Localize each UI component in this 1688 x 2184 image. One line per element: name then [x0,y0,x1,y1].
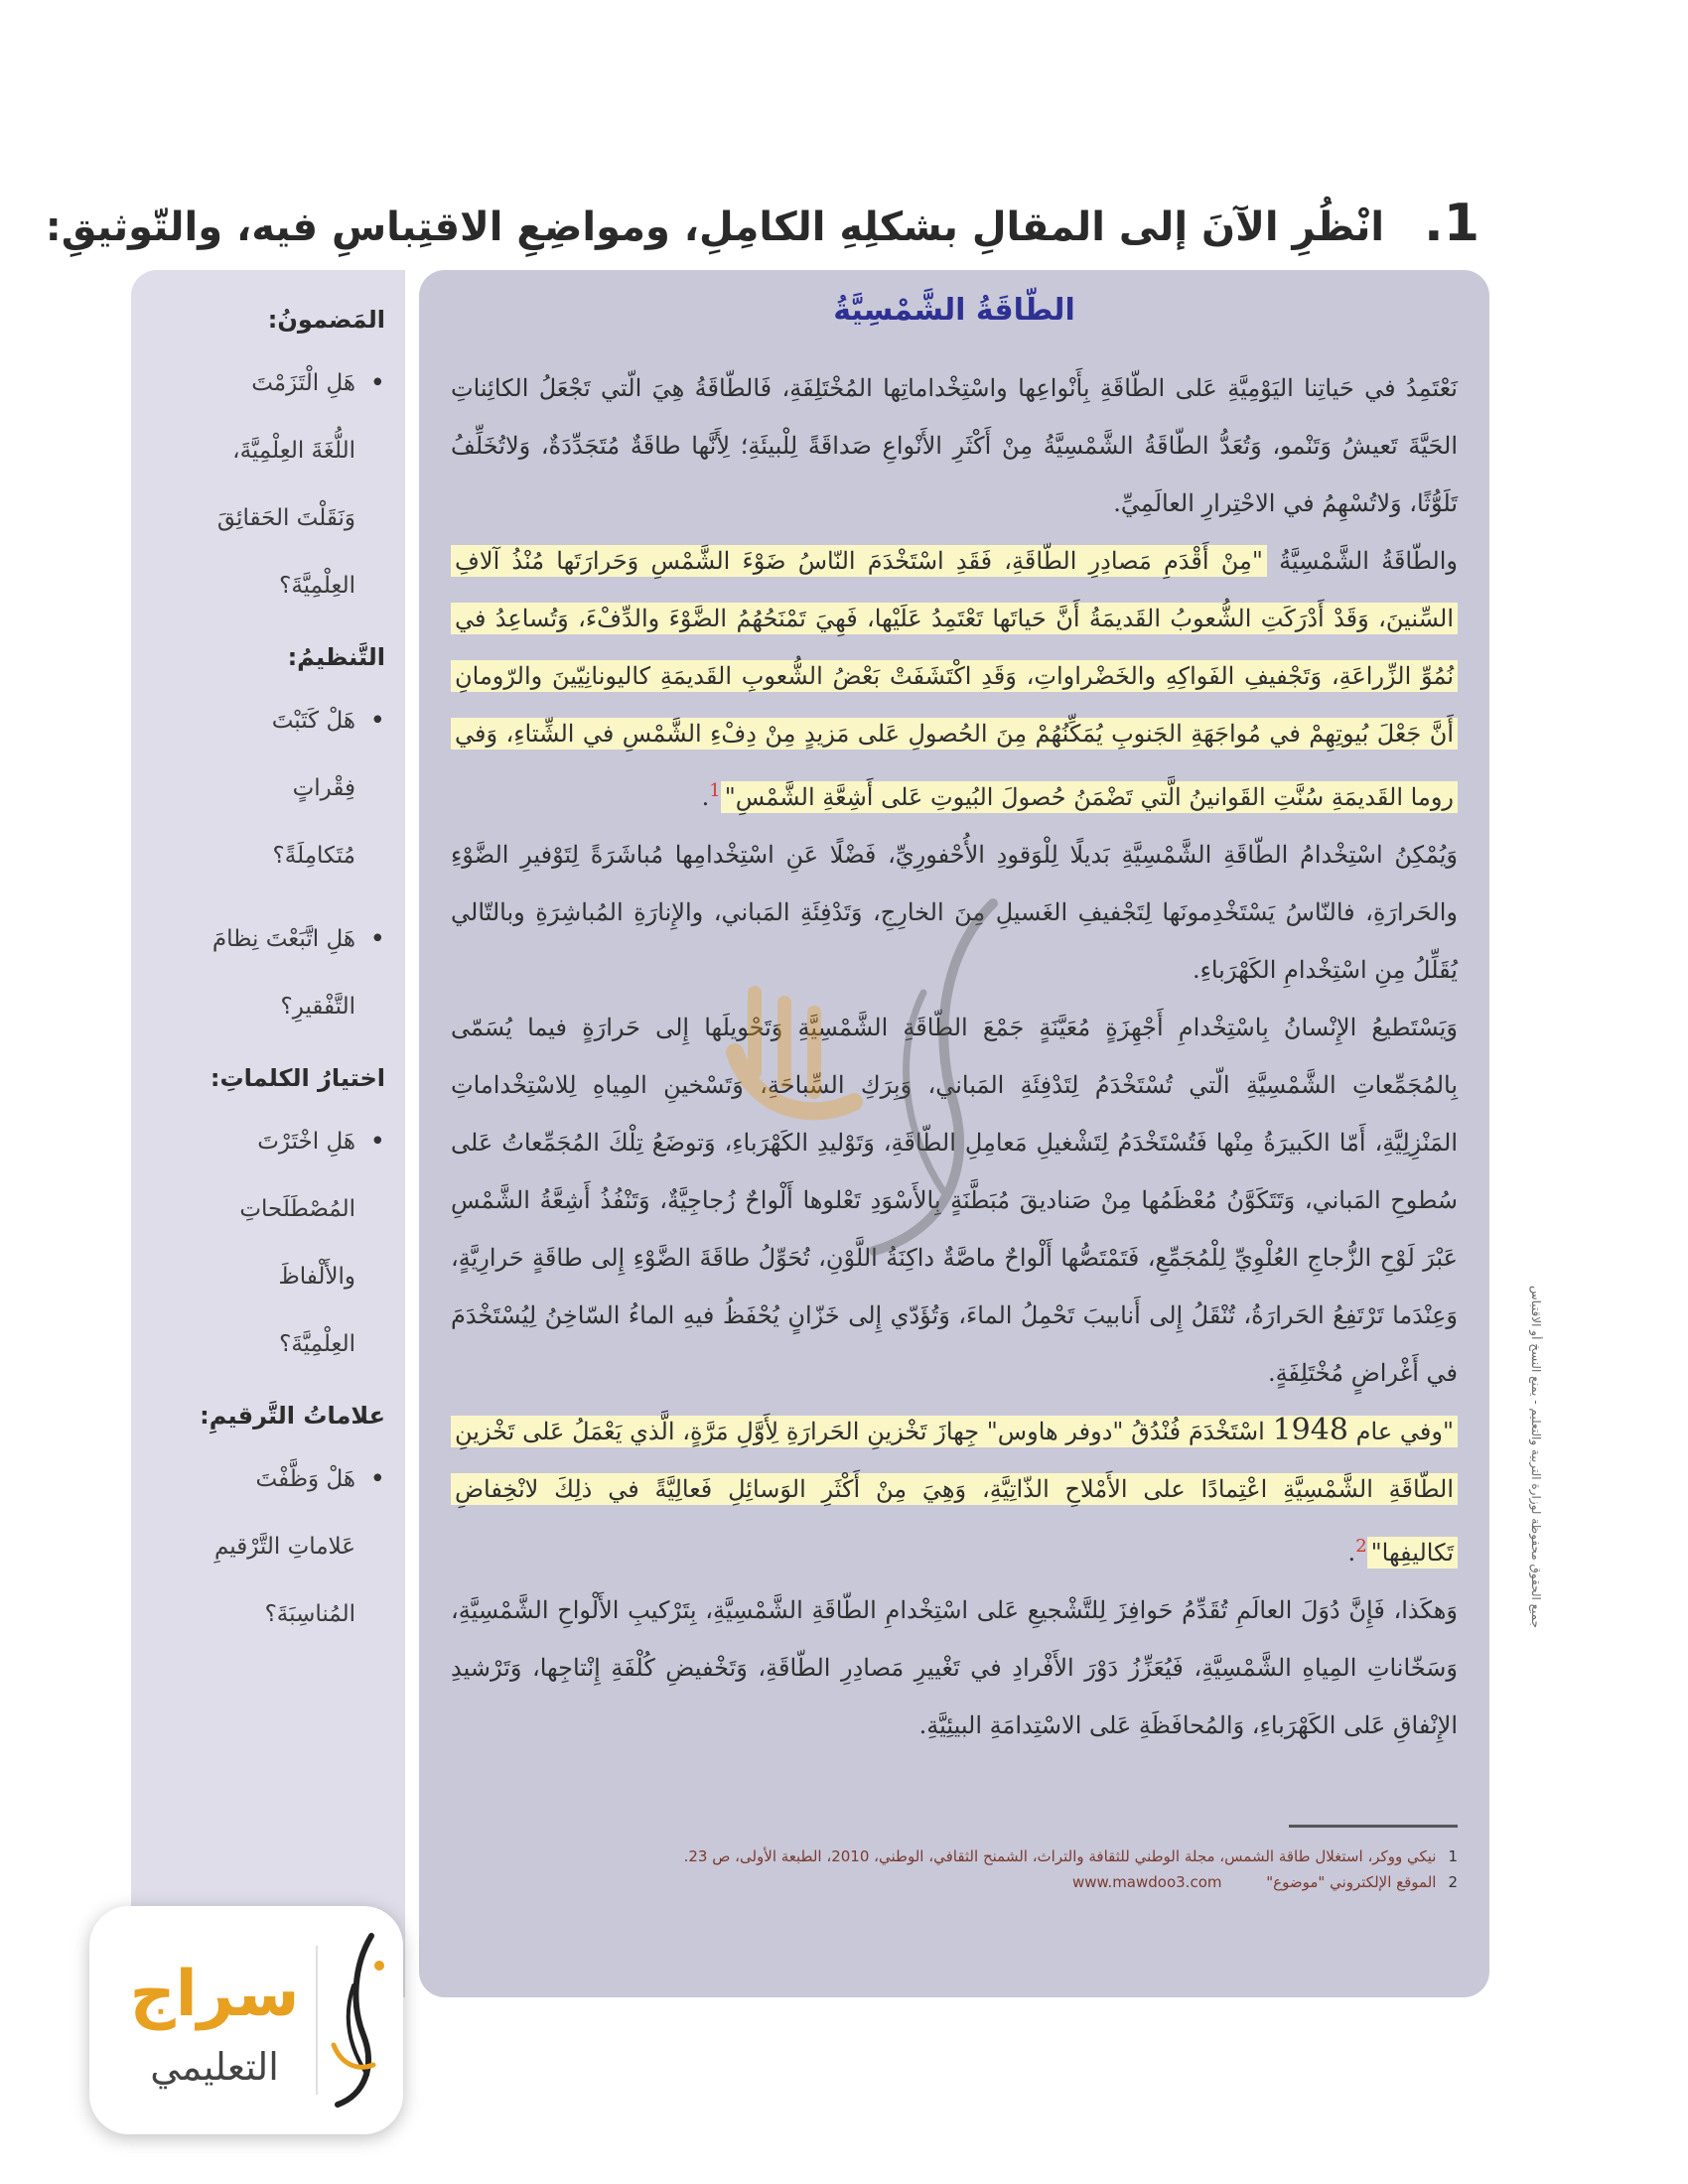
checklist-sidebar [131,270,405,1997]
checklist-item: • هَلِ اتَّبَعْتَ نِظامَ التَّفْقيرِ؟ [207,905,385,1040]
checklist-heading-punctuation: علاماتُ التَّرقيمِ: [200,1402,385,1430]
checklist-heading-content: المَضمونُ: [267,306,385,334]
quotation-highlight [451,1413,1458,1569]
checklist-item: • هَلْ وَظَّفْتَ عَلاماتِ التَّرْقيمِ المُناسِبَةَ؟ [207,1445,385,1648]
logo-subtitle: التعليمي [150,2045,279,2089]
footnote-link[interactable]: www.mawdoo3.com [1072,1873,1222,1891]
footnote-rule [1289,1825,1458,1828]
checklist-heading-word-choice: اختيارُ الكلماتِ: [210,1064,385,1092]
footnote-text: نيكي ووكر، استغلال طاقة الشمس، مجلة الوطني للثقافة والتراث، الشمنح الثقافي، الوطني، 2010، الطبعة الأولى، ص 23. [683,1847,1437,1865]
footnote-number: 2 [1448,1873,1458,1891]
footnote-item [451,1843,1458,1869]
year-figure: 1948 [1272,1413,1348,1447]
paragraph-lead: والطّاقَةُ الشَّمْسِيَّةُ [1279,547,1458,575]
article-paragraph: وَيُمْكِنُ اسْتِخْدامُ الطّاقَةِ الشَّمْسِيَّةِ بَديلًا لِلْوَقودِ الأُحْفورِيِّ، فَضْلًا عَنِ اسْتِخْدامِها مُباشَرَةً لِتَوْفيرِ الضَّوْءِ والحَرارَةِ، فالنّاسُ يَسْتَخْدِمونَها لِتَجْفيفِ الغَسيلِ مِنَ الخارِجِ، وَتَدْفِئَةِ المَباني، والإِنارَةِ المُباشِرَةِ وبالتّالي يُقَلِّلُ مِنِ اسْتِخْدامِ الكَهْرَباءِ. [451,841,1458,984]
article-title: الطّاقَةُ الشَّمْسِيَّةُ [833,293,1075,328]
quote-rest: اسْتَخْدَمَ فُنْدُقُ "دوفر هاوس" جِهازَ تَخْزينِ الحَرارَةِ لِأَوَّلِ مَرَّةٍ، الَّذي يَعْمَلُ عَلى تَخْزينِ الطّاقَةِ الشَّمْسِيَّةِ اعْتِمادًا على الأَمْلاحِ الذّاتِيَّةِ، وَهِيَ مِنْ أَكْثَرِ الوَسائِلِ فَعالِيَّةً في ذلِكَ لانْخِفاضِ تَكاليفِها" [455,1418,1454,1567]
logo-word: سراج [129,1958,300,2031]
copyright-side-note: جميع الحقوق محفوظة لوزارة التربية والتعليم - يمنع النسخ أو الاقتباس [1529,1286,1543,1628]
article-panel [419,270,1489,1997]
article-paragraph: وَهكَذا، فَإِنَّ دُوَلَ العالَمِ تُقَدِّمُ حَوافِزَ لِلتَّشْجيعِ عَلى اسْتِخْدامِ الطّاقَةِ الشَّمْسِيَّةِ، بِتَرْكيبِ الأَلْواحِ الشَّمْسِيَّةِ، وَسَخّاناتِ المِياهِ الشَّمْسِيَّةِ، فَيُعَزِّزُ دَوْرَ الأَفْرادِ في تَغْييرِ مَصادِرِ الطّاقَةِ، وَتَخْفيضِ كُلْفَةِ إِنْتاجِها، وَتَرْشيدِ الإِنْفاقِ عَلى الكَهْرَباءِ، وَالمُحافَظَةِ عَلى الاسْتِدامَةِ البيئِيَّةِ. [451,1596,1458,1739]
article-paragraph: نَعْتَمِدُ في حَياتِنا اليَوْمِيَّةِ عَلى الطّاقَةِ بِأَنْواعِها واسْتِخْداماتِها المُخْتَلِفَةِ، فَالطّاقَةُ هِيَ الّتي تَجْعَلُ الكائِناتِ الحَيَّةَ تَعيشُ وَتَنْمو، وَتُعَدُّ الطّاقَةُ الشَّمْسِيَّةُ مِنْ أَكْثَرِ الأَنْواعِ صَداقَةً لِلْبيئَةِ؛ لِأَنَّها طاقَةٌ مُتَجَدِّدَةٌ، وَلاتُخَلِّفُ تَلَوُّثًا، وَلاتُسْهِمُ في الاحْتِرارِ العالَمِيِّ. [451,374,1458,517]
footnote-number: 1 [1448,1847,1458,1865]
footnote-text: الموقع الإلكتروني "موضوع" [1266,1873,1437,1891]
exercise-instruction: انْظُرِ الآنَ إلى المقالِ بشكلِهِ الكامِلِ، ومواضِعِ الاقتِباسِ فيه، والتّوثيقِ: [45,205,1385,250]
footnote-marker: 1 [709,780,721,801]
checklist-item: • هَلْ كَتَبْتَ فِقْراتٍ مُتَكامِلَةً؟ [207,687,385,889]
quotation-highlight: "مِنْ أَقْدَمِ مَصادِرِ الطّاقَةِ، فَقَدِ اسْتَخْدَمَ النّاسُ ضَوْءَ الشَّمْسِ وَحَرارَتَها مُنْذُ آلافِ السِّنينَ، وَقَدْ أَدْرَكَتِ الشُّعوبُ القَديمَةُ أَنَّ حَياتَها تَعْتَمِدُ عَلَيْها، فَهِيَ تَمْنَحُهُمُ الضَّوْءَ والدِّفْءَ، وَتُساعِدُ في نُمُوِّ الزِّراعَةِ، وَتَجْفيفِ الفَواكِهِ والخَضْراواتِ، وَقَدِ اكْتَشَفَتْ بَعْضُ الشُّعوبِ القَديمَةِ كاليونانِيّينَ والرّومانِ أَنَّ جَعْلَ بُيوتِهِمْ في مُواجَهَةِ الجَنوبِ يُمَكِّنُهُمْ مِنَ الحُصولِ عَلى مَزيدٍ مِنْ دِفْءِ الشَّمْسِ في الشِّتاءِ، وَفي روما القَديمَةِ سُنَّتِ القَوانينُ الَّتي تَضْمَنُ حُصولَ البُيوتِ عَلى أَشِعَّةِ الشَّمْسِ" [451,545,1458,813]
exercise-heading [45,179,1479,268]
checklist-heading-organization: التَّنظيمُ: [287,643,385,671]
footnotes [451,1825,1458,1895]
calligraphy-mark-icon [324,1926,397,2115]
checklist-item: • هَلِ اخْتَرْتَ المُصْطَلَحاتِ والأَلْفاظَ العِلْمِيَّةَ؟ [207,1108,385,1378]
siraj-logo [89,1906,403,2134]
exercise-number: 1. [1424,194,1479,253]
quote-start: "وفي عام [1355,1418,1455,1445]
checklist-item: • هَلِ الْتَزَمْتَ اللُّغَةَ العِلْمِيَّةَ، وَنَقَلْتَ الحَقائِقَ العِلْمِيَّةَ؟ [207,349,385,619]
article-paragraph-quoted: "وفي عام 1948 اسْتَخْدَمَ فُنْدُقُ "دوفر هاوس" جِهازَ تَخْزينِ الحَرارَةِ لِأَوَّلِ مَرَّةٍ، الَّذي يَعْمَلُ عَلى تَخْزينِ الطّاقَةِ الشَّمْسِيَّةِ اعْتِمادًا على الأَمْلاحِ الذّاتِيَّةِ، وَهِيَ مِنْ أَكْثَرِ الوَسائِلِ فَعالِيَّةً في ذلِكَ لانْخِفاضِ تَكاليفِها"$^2$. [451,1402,1458,1581]
logo-divider [316,1946,318,2095]
article-paragraph: وَيَسْتَطيعُ الإِنْسانُ بِاسْتِخْدامِ أَجْهِزَةٍ مُعَيَّنَةٍ جَمْعَ الطّاقَةِ الشَّمْسِيَّةِ وَتَحْويلَها إِلى حَرارَةٍ فيما يُسَمّى بِالمُجَمِّعاتِ الشَّمْسِيَّةِ الّتي تُسْتَخْدَمُ لِتَدْفِئَةِ المَباني، وَبِرَكِ السِّباحَةِ، وَتَسْخينِ المِياهِ لِلاسْتِخْداماتِ المَنْزِلِيَّةِ، أَمّا الكَبيرَةُ مِنْها فَتُسْتَخْدَمُ لِتَشْغيلِ مَعامِلِ الطّاقَةِ، وَتَوْليدِ الكَهْرَباءِ، وَتوضَعُ تِلْكَ المُجَمِّعاتُ عَلى سُطوحِ المَباني، وَتَتَكَوَّنُ مُعْظَمُها مِنْ صَناديقَ مُبَطَّنَةٍ بِالأَسْوَدِ تَعْلوها أَلْواحٌ زُجاجِيَّةٌ، وَتَنْفُذُ أَشِعَّةُ الشَّمْسِ عَبْرَ لَوْحِ الزُّجاجِ العُلْوِيِّ لِلْمُجَمِّعِ، فَتَمْتَصُّها أَلْواحٌ ماصَّةٌ داكِنَةُ اللَّوْنِ، تُحَوِّلُ طاقَةَ الضَّوْءِ إِلى طاقَةٍ حَرارِيَّةٍ، وَعِنْدَما تَرْتَفِعُ الحَرارَةُ، تُنْقَلُ إِلى أَنابيبَ تَحْمِلُ الماءَ، وَتُؤَدّي إِلى خَزّانٍ يُحْفَظُ فيهِ الماءُ السّاخِنُ لِيُسْتَخْدَمَ في أَغْراضٍ مُخْتَلِفَةٍ. [451,1014,1458,1387]
footnote-marker: 2 [1355,1536,1367,1557]
footnote-item [451,1869,1458,1895]
article-paragraph-quoted: والطّاقَةُ الشَّمْسِيَّةُ "مِنْ أَقْدَمِ مَصادِرِ الطّاقَةِ، فَقَدِ اسْتَخْدَمَ النّاسُ ضَوْءَ الشَّمْسِ وَحَرارَتَها مُنْذُ آلافِ السِّنينَ، وَقَدْ أَدْرَكَتِ الشُّعوبُ القَديمَةُ أَنَّ حَياتَها تَعْتَمِدُ عَلَيْها، فَهِيَ تَمْنَحُهُمُ الضَّوْءَ والدِّفْءَ، وَتُساعِدُ في نُمُوِّ الزِّراعَةِ، وَتَجْفيفِ الفَواكِهِ والخَضْراواتِ، وَقَدِ اكْتَشَفَتْ بَعْضُ الشُّعوبِ القَديمَةِ كاليونانِيّينَ والرّومانِ أَنَّ جَعْلَ بُيوتِهِمْ في مُواجَهَةِ الجَنوبِ يُمَكِّنُهُمْ مِنَ الحُصولِ عَلى مَزيدٍ مِنْ دِفْءِ الشَّمْسِ في الشِّتاءِ، وَفي روما القَديمَةِ سُنَّتِ القَوانينُ الَّتي تَضْمَنُ حُصولَ البُيوتِ عَلى أَشِعَّةِ الشَّمْسِ"$^1$. [451,532,1458,826]
